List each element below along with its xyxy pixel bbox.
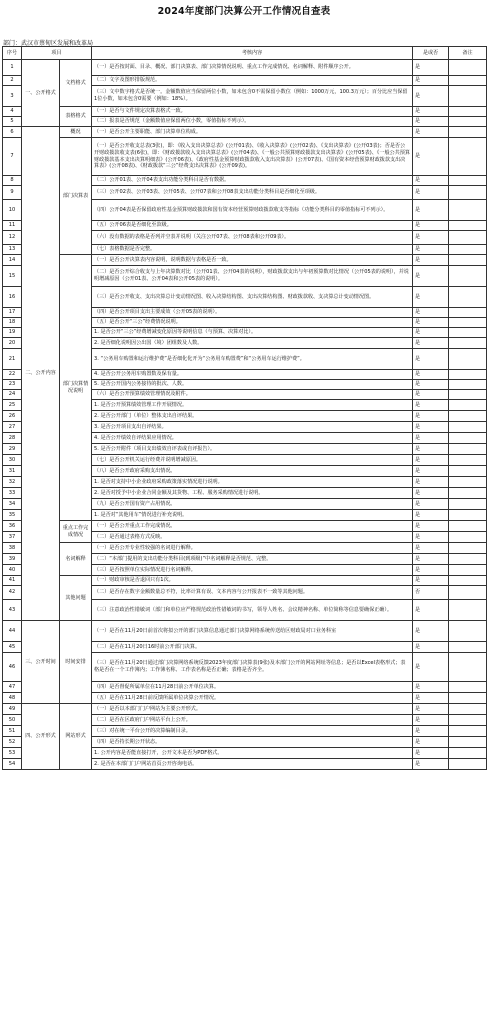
content-cell: （九）是否公开国有资产占用情况。	[92, 499, 413, 510]
subcategory-cell: 文档格式	[60, 60, 92, 107]
row-number: 15	[3, 266, 22, 287]
answer-cell: 是	[413, 60, 449, 76]
category-cell: 四、公开形式	[22, 704, 60, 770]
remark-cell	[449, 488, 487, 499]
row-number: 34	[3, 499, 22, 510]
content-cell: （五）是否在11月28日前反馈所属单位决算公开情况。	[92, 693, 413, 704]
row-number: 50	[3, 715, 22, 726]
answer-cell: 是	[413, 76, 449, 86]
remark-cell	[449, 748, 487, 759]
row-number: 40	[3, 565, 22, 576]
row-number: 24	[3, 390, 22, 400]
content-cell: 3. 是否公开项目支出自评结果。	[92, 422, 413, 433]
row-number: 54	[3, 759, 22, 770]
content-cell: （一）是否在11月20日前首次将拟公开的部门决算信息通过部门决算网络系统传送给区财政局对口业务科室	[92, 621, 413, 642]
remark-cell	[449, 759, 487, 770]
remark-cell	[449, 318, 487, 328]
remark-cell	[449, 76, 487, 86]
table-row	[3, 543, 487, 554]
row-number: 2	[3, 76, 22, 86]
remark-cell	[449, 380, 487, 390]
answer-cell: 是	[413, 488, 449, 499]
row-number: 20	[3, 338, 22, 349]
content-cell: 3. “公务用车购置和运行维护费”是否细化化开为“公务用车购置费”和“公务用车运行维护费”。	[92, 349, 413, 370]
answer-cell: 是	[413, 186, 449, 200]
remark-cell	[449, 328, 487, 338]
header-row	[3, 47, 487, 60]
remark-cell	[449, 576, 487, 586]
remark-cell	[449, 477, 487, 488]
remark-cell	[449, 60, 487, 76]
answer-cell: 是	[413, 117, 449, 127]
subcategory-cell: 重点工作完成情况	[60, 521, 92, 543]
row-number: 10	[3, 200, 22, 221]
answer-cell: 是	[413, 433, 449, 444]
header-item: 项目	[22, 47, 92, 60]
remark-cell	[449, 127, 487, 138]
remark-cell	[449, 466, 487, 477]
header-no: 序号	[3, 47, 22, 60]
row-number: 19	[3, 328, 22, 338]
answer-cell: 是	[413, 221, 449, 231]
remark-cell	[449, 586, 487, 600]
remark-cell	[449, 138, 487, 176]
remark-cell	[449, 422, 487, 433]
content-cell: （三）文中数字格式是否统一。金额数值应当保留两位小数，如未包含0不需保留小数位（例如：1000万元，100.3万元）；百分比应当保留1位小数，如未包含0需要（例如：18%）。	[92, 86, 413, 107]
row-number: 46	[3, 653, 22, 682]
answer-cell: 是	[413, 287, 449, 308]
remark-cell	[449, 715, 487, 726]
subcategory-cell: 概况	[60, 127, 92, 138]
content-cell: 2. 是否公开部门（单位）整体支出自评结果。	[92, 411, 413, 422]
content-cell: （三）注意政治性错敏词（部门和单位应严格规范政治性错敏词的书写，领导人姓名、会议精神名称、单位简称等信息要确保正确）。	[92, 600, 413, 621]
content-cell: （七）表格数据是否完整。	[92, 245, 413, 255]
row-number: 51	[3, 726, 22, 737]
content-cell: 1. 是否公开“三公”经费增减变化原因等说明信息（与预算、决算对比）。	[92, 328, 413, 338]
content-cell: （七）是否公开机关运行经费并说明增减原因。	[92, 455, 413, 466]
answer-cell: 是	[413, 565, 449, 576]
remark-cell	[449, 390, 487, 400]
row-number: 32	[3, 477, 22, 488]
remark-cell	[449, 600, 487, 621]
remark-cell	[449, 543, 487, 554]
remark-cell	[449, 554, 487, 565]
row-number: 39	[3, 554, 22, 565]
answer-cell: 是	[413, 266, 449, 287]
answer-cell: 是	[413, 521, 449, 532]
table-row	[3, 521, 487, 532]
answer-cell: 是	[413, 318, 449, 328]
remark-cell	[449, 349, 487, 370]
row-number: 47	[3, 682, 22, 693]
answer-cell: 是	[413, 737, 449, 748]
content-cell: （二）是否在区政府门户网站平台上公开。	[92, 715, 413, 726]
remark-cell	[449, 693, 487, 704]
content-cell: （一）是否按封面、目录、概况、部门决算表、部门决算情况说明、重点工作完成情况、名词解释、附件顺序公开。	[92, 60, 413, 76]
remark-cell	[449, 231, 487, 245]
answer-cell: 是	[413, 653, 449, 682]
answer-cell: 是	[413, 400, 449, 411]
table-row	[3, 621, 487, 642]
content-cell: （一）财政审核是否退回只有1次。	[92, 576, 413, 586]
content-cell: （一）是否以本部门门户网站为主要公开形式。	[92, 704, 413, 715]
content-cell: （六）没有数据的表格是否列并空表并说明（关注公开07表、公开08表和公开09表）。	[92, 231, 413, 245]
remark-cell	[449, 621, 487, 642]
subcategory-cell: 其他问题	[60, 576, 92, 621]
category-cell: 一、公开格式	[22, 60, 60, 127]
answer-cell: 是	[413, 308, 449, 318]
remark-cell	[449, 510, 487, 521]
table-row	[3, 576, 487, 586]
content-cell: 4. 是否公开绩效自评结果应用情况。	[92, 433, 413, 444]
remark-cell	[449, 726, 487, 737]
remark-cell	[449, 266, 487, 287]
row-number: 1	[3, 60, 22, 76]
subcategory-cell: 表格格式	[60, 107, 92, 127]
remark-cell	[449, 400, 487, 411]
table-row	[3, 255, 487, 266]
content-cell: 2. 是否对授予中小企业合同金额及其货物、工程、服务采购情况进行说明。	[92, 488, 413, 499]
header-remark: 备注	[449, 47, 487, 60]
row-number: 48	[3, 693, 22, 704]
remark-cell	[449, 704, 487, 715]
answer-cell: 是	[413, 231, 449, 245]
row-number: 49	[3, 704, 22, 715]
row-number: 27	[3, 422, 22, 433]
content-cell: （三）是否按照单位实际情况进行名词解释。	[92, 565, 413, 576]
remark-cell	[449, 444, 487, 455]
content-cell: （五）是否公开“三公”经费情况说明。	[92, 318, 413, 328]
row-number: 23	[3, 380, 22, 390]
row-number: 26	[3, 411, 22, 422]
row-number: 28	[3, 433, 22, 444]
answer-cell: 是	[413, 390, 449, 400]
row-number: 6	[3, 127, 22, 138]
answer-cell: 是	[413, 600, 449, 621]
content-cell: （一）是否公开主要职能、部门决算单位构成。	[92, 127, 413, 138]
answer-cell: 是	[413, 499, 449, 510]
answer-cell: 是	[413, 554, 449, 565]
answer-cell: 是	[413, 576, 449, 586]
row-number: 21	[3, 349, 22, 370]
row-number: 31	[3, 466, 22, 477]
row-number: 3	[3, 86, 22, 107]
answer-cell: 是	[413, 370, 449, 380]
row-number: 44	[3, 621, 22, 642]
table-row	[3, 107, 487, 117]
row-number: 41	[3, 576, 22, 586]
row-number: 8	[3, 176, 22, 186]
self-check-table	[2, 46, 487, 770]
content-cell: （二）是否通过表格方式反映。	[92, 532, 413, 543]
content-cell: （五）公开06表是否细化至款级。	[92, 221, 413, 231]
content-cell: （三）对在统一平台公开的决算编制目录。	[92, 726, 413, 737]
answer-cell: 是	[413, 411, 449, 422]
answer-cell: 是	[413, 444, 449, 455]
row-number: 53	[3, 748, 22, 759]
content-cell: （一）是否公开收支总表(3张)，即：《收入支出决算总表》(公开01表)、《收入决算表》(公开02表)、《支出决算表》(公开03表)；否是否公开财政拨款收支表(6张)，即：《财政拨款收入支出决算总表》(公开04表)、《一般公共预算财政拨款支出决算表》(公开05表)、《一般公共预算财政拨款基本支出决算明细表》(公开06表)、《政府性基金预算财政拨款收入支出决算表》(公开07表)、《国有资本经营预算财政拨款支出决算表》(公开08表)、《财政拨款“三公”经费支出决算表》(公开09表)。	[92, 138, 413, 176]
answer-cell: 是	[413, 621, 449, 642]
answer-cell: 是	[413, 255, 449, 266]
content-cell: （三）是否在11月20日通过部门决算网络系统反馈2023年度部门决算表(9张)及本部门公开的网站网址等信息；是否以Excel表格形式；表格是否在一个工作簿内；工作簿名称、工作表名称是否正确；表格是否齐全。	[92, 653, 413, 682]
answer-cell: 是	[413, 200, 449, 221]
row-number: 42	[3, 586, 22, 600]
row-number: 38	[3, 543, 22, 554]
row-number: 29	[3, 444, 22, 455]
table-row	[3, 704, 487, 715]
subcategory-cell: 部门决算情况说明	[60, 255, 92, 521]
answer-cell: 是	[413, 466, 449, 477]
category-cell: 二、公开内容	[22, 127, 60, 621]
content-cell: （二）文字及图形排版规范。	[92, 76, 413, 86]
category-cell: 三、公开时间	[22, 621, 60, 704]
row-number: 22	[3, 370, 22, 380]
page-title: 2024年度部门决算公开工作情况自查表	[157, 6, 331, 17]
remark-cell	[449, 221, 487, 231]
subcategory-cell: 名词解释	[60, 543, 92, 576]
answer-cell: 是	[413, 328, 449, 338]
row-number: 7	[3, 138, 22, 176]
row-number: 5	[3, 117, 22, 127]
subcategory-cell: 网站形式	[60, 704, 92, 770]
remark-cell	[449, 565, 487, 576]
row-number: 12	[3, 231, 22, 245]
row-number: 25	[3, 400, 22, 411]
content-cell: （四）是否公开项目支出主要成效（公开05表的说明）。	[92, 308, 413, 318]
row-number: 36	[3, 521, 22, 532]
row-number: 13	[3, 245, 22, 255]
row-number: 37	[3, 532, 22, 543]
header-answer: 是或否	[413, 47, 449, 60]
content-cell: （三）公开02表、公开03表、公开05表、公开07表和公开08表支出功能分类科目是否细化至项级。	[92, 186, 413, 200]
row-number: 43	[3, 600, 22, 621]
remark-cell	[449, 200, 487, 221]
content-cell: （一）是否公开专业性较强的名词进行解释。	[92, 543, 413, 554]
table-row	[3, 138, 487, 176]
answer-cell: 是	[413, 759, 449, 770]
remark-cell	[449, 370, 487, 380]
content-cell: 5. 是否公开国内公务接待的批次、人数。	[92, 380, 413, 390]
remark-cell	[449, 287, 487, 308]
row-number: 17	[3, 308, 22, 318]
answer-cell: 是	[413, 682, 449, 693]
remark-cell	[449, 682, 487, 693]
remark-cell	[449, 107, 487, 117]
content-cell: 4. 是否公开公务用车购置数及保有量。	[92, 370, 413, 380]
content-cell: （四）是否持长期公开状态。	[92, 737, 413, 748]
content-cell: 1. 是否公开预算绩效管理工作开展情况。	[92, 400, 413, 411]
answer-cell: 是	[413, 715, 449, 726]
answer-cell: 是	[413, 704, 449, 715]
row-number: 33	[3, 488, 22, 499]
remark-cell	[449, 176, 487, 186]
content-cell: （四）是否督促所属单位在11月28日前公开单位决算。	[92, 682, 413, 693]
content-cell: （二）“本部门提用的支出功能分类科目(到项级)”中名词解释是否规范、完整。	[92, 554, 413, 565]
row-number: 35	[3, 510, 22, 521]
answer-cell: 是	[413, 455, 449, 466]
table-row	[3, 127, 487, 138]
remark-cell	[449, 433, 487, 444]
remark-cell	[449, 411, 487, 422]
content-cell: （二）是否在11月20日16时前公开部门决算。	[92, 642, 413, 653]
content-cell: 2. 是否细化说明因公出国（境）团组数及人数。	[92, 338, 413, 349]
remark-cell	[449, 186, 487, 200]
answer-cell: 是	[413, 245, 449, 255]
table-row	[3, 60, 487, 76]
answer-cell: 是	[413, 543, 449, 554]
content-cell: （一）是否公开重点工作完成情况。	[92, 521, 413, 532]
content-cell: 5. 是否公开附件（项目支出绩效自评表或自评报告）。	[92, 444, 413, 455]
content-cell: （三）是否公开收支、支出决算总计变动情况图、收入决算结构图、支出决算结构图、财政拨款收、支决算总计变动情况图。	[92, 287, 413, 308]
remark-cell	[449, 653, 487, 682]
content-cell: （二）是否公开综合收支与上年决算数对比（公开01表、公开04表的说明），财政拨款支出与年初预算数对比情况（公开05表的说明），并说明增减原因（公开01表、公开04表和公开05表的说明）。	[92, 266, 413, 287]
answer-cell: 是	[413, 726, 449, 737]
content-cell: （一）是否公开决算表内容说明，说明数据与表格是否一致。	[92, 255, 413, 266]
answer-cell: 是	[413, 422, 449, 433]
remark-cell	[449, 245, 487, 255]
row-number: 30	[3, 455, 22, 466]
content-cell: （二）报表是否规范（金额数值应保留两位小数，零值指标不列示）。	[92, 117, 413, 127]
row-number: 9	[3, 186, 22, 200]
remark-cell	[449, 521, 487, 532]
row-number: 18	[3, 318, 22, 328]
answer-cell: 是	[413, 380, 449, 390]
answer-cell: 否	[413, 586, 449, 600]
answer-cell: 是	[413, 86, 449, 107]
row-number: 45	[3, 642, 22, 653]
answer-cell: 是	[413, 338, 449, 349]
answer-cell: 是	[413, 138, 449, 176]
row-number: 16	[3, 287, 22, 308]
answer-cell: 是	[413, 532, 449, 543]
remark-cell	[449, 642, 487, 653]
answer-cell: 是	[413, 510, 449, 521]
content-cell: 1. 是否对支持中小企业政府采购政策落实情况进行说明。	[92, 477, 413, 488]
header-content: 考核内容	[92, 47, 413, 60]
content-cell: （六）是否公开预算绩效管理情况及附件。	[92, 390, 413, 400]
remark-cell	[449, 737, 487, 748]
row-number: 14	[3, 255, 22, 266]
subcategory-cell: 部门决算表	[60, 138, 92, 255]
row-number: 4	[3, 107, 22, 117]
answer-cell: 是	[413, 642, 449, 653]
answer-cell: 是	[413, 127, 449, 138]
remark-cell	[449, 455, 487, 466]
answer-cell: 是	[413, 477, 449, 488]
content-cell: （四）公开04表是否保留政府性基金预算财政拨款和国有资本经营预算财政拨款收支等指标（功能分类科目的零值指标可不列示）。	[92, 200, 413, 221]
answer-cell: 是	[413, 349, 449, 370]
remark-cell	[449, 86, 487, 107]
content-cell: 2. 是否在本部门门户网站首页公开咨询电话。	[92, 759, 413, 770]
remark-cell	[449, 308, 487, 318]
remark-cell	[449, 499, 487, 510]
content-cell: 1. 公开内容是否能直接打开，公开文本是否为PDF格式。	[92, 748, 413, 759]
content-cell: （一）是否与文件规定决算表格式一致。	[92, 107, 413, 117]
remark-cell	[449, 338, 487, 349]
subcategory-cell: 时间安排	[60, 621, 92, 704]
content-cell: （二）公开01表、公开04表支出功能分类科目是否有数据。	[92, 176, 413, 186]
answer-cell: 是	[413, 748, 449, 759]
remark-cell	[449, 532, 487, 543]
remark-cell	[449, 255, 487, 266]
answer-cell: 是	[413, 176, 449, 186]
content-cell: （二）是否存在数字金额数量总不符，比率计算有误、文本内容与公开报表不一致等其他问题。	[92, 586, 413, 600]
row-number: 11	[3, 221, 22, 231]
content-cell: （八）是否公开政府采购支出情况。	[92, 466, 413, 477]
answer-cell: 是	[413, 693, 449, 704]
department-label: 部门：武汉市蔡甸区发展和改革局	[3, 40, 94, 47]
row-number: 52	[3, 737, 22, 748]
remark-cell	[449, 117, 487, 127]
content-cell: 1. 是否对“其他用车”情况进行补充说明。	[92, 510, 413, 521]
answer-cell: 是	[413, 107, 449, 117]
